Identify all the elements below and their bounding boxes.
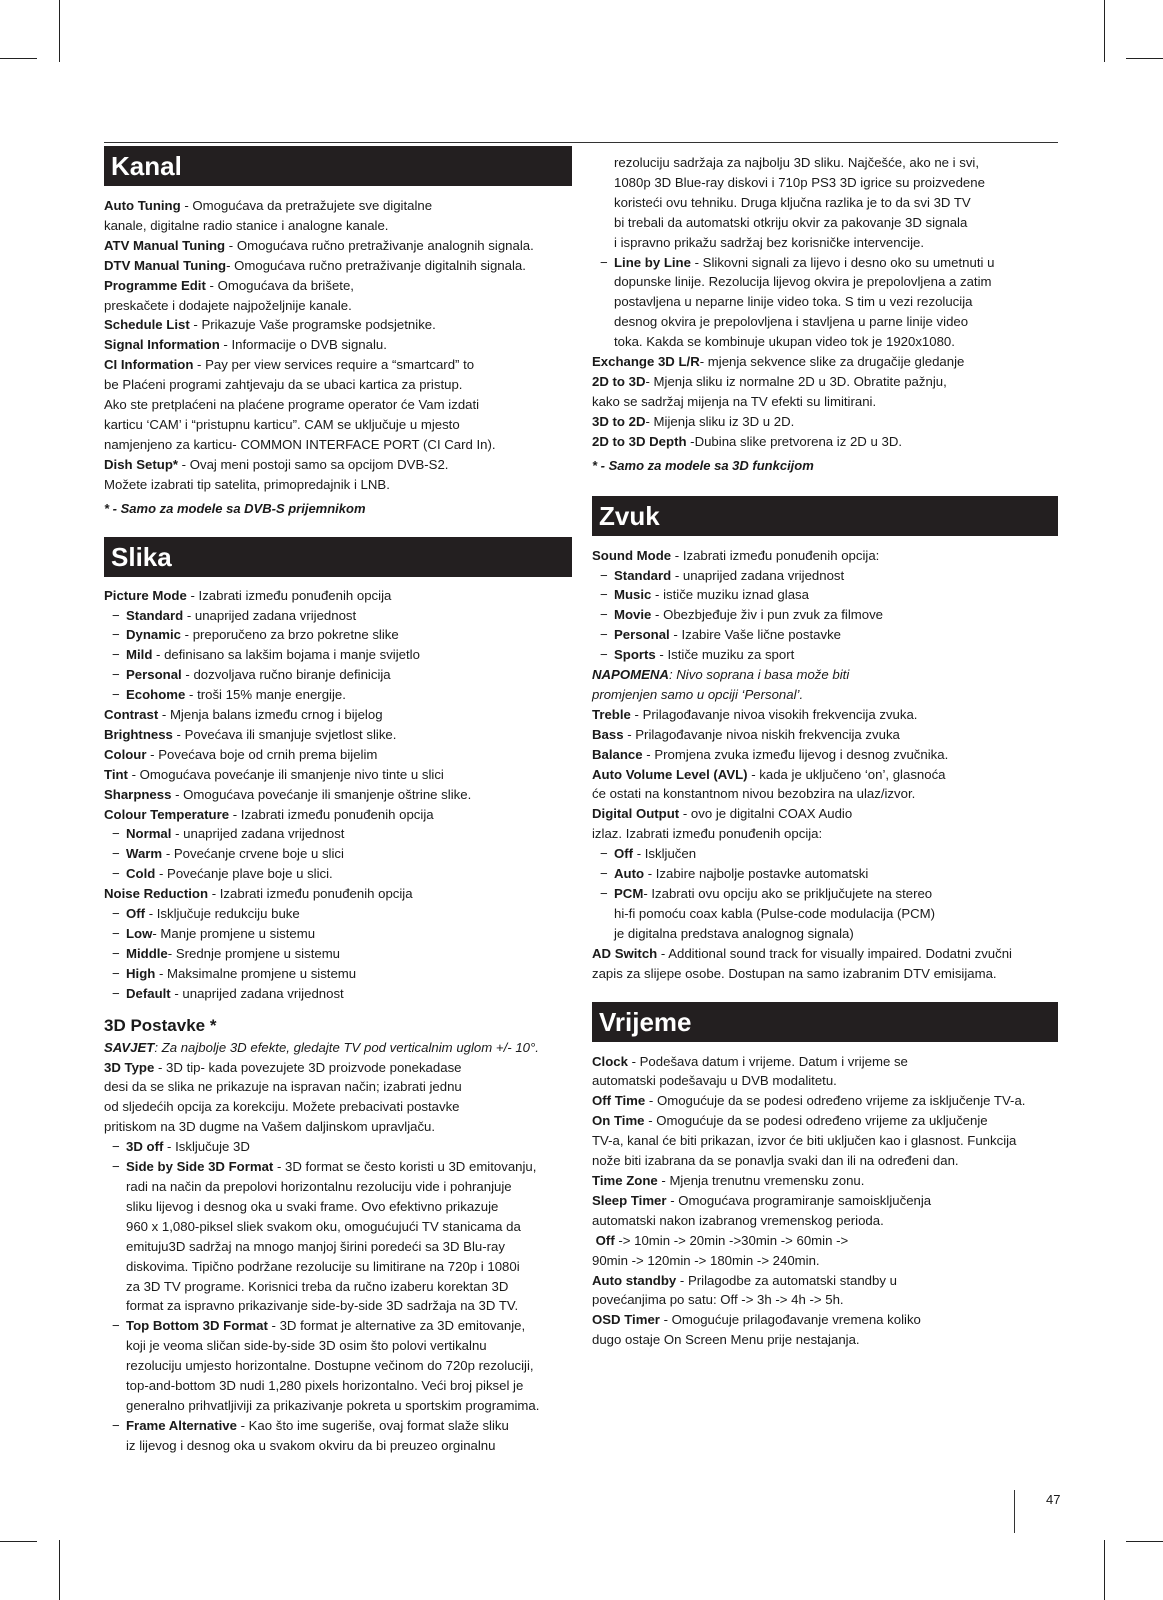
list-item: − Low- Manje promjene u sistemu: [112, 926, 316, 941]
section-heading-vrijeme: Vrijeme: [592, 1002, 1058, 1042]
text-line: Auto Tuning - Omogućava da pretražujete sve digitalne: [104, 198, 433, 213]
note-line: promjenjen samo u opciji ‘Personal’.: [592, 686, 804, 702]
list-item: − Normal - unaprijed zadana vrijednost: [112, 826, 345, 842]
text-line: On Time - Omogućuje da se podesi određeno vrijeme za uključenje: [592, 1113, 988, 1129]
text-line: Tint - Omogućava povećanje ili smanjenje nivo tinte u slici: [104, 766, 444, 782]
crop-mark: [0, 1541, 37, 1542]
text-line: Auto standby - Prilagodbe za automatski standby u: [592, 1272, 897, 1288]
text-line: format za ispravno prikazivanje side-by-side 3D sadržaja na 3D TV.: [126, 1298, 519, 1314]
crop-mark: [1126, 58, 1163, 59]
text-line: AD Switch - Additional sound track for visually impaired. Dodatni zvučni: [592, 945, 1012, 961]
text-line: 1080p 3D Blue-ray diskovi i 710p PS3 3D igrice su proizvedene: [614, 174, 985, 190]
text-line: toka. Kakda se kombinuje ukupan video tok je 1920x1080.: [614, 334, 955, 350]
text-line: 960 x 1,080-piksel sliek svakom oku, omogućujući TV stanicama da: [126, 1218, 521, 1234]
text-line: za 3D TV programe. Korisnici treba da ručno izaberu korektan 3D: [126, 1278, 509, 1294]
text-line: povećanjima po satu: Off -> 3h -> 4h -> 5h.: [592, 1292, 844, 1308]
text-line: 2D to 3D- Mjenja sliku iz normalne 2D u 3D. Obratite pažnju,: [592, 373, 947, 389]
text-line: automatski podešavaju u DVB modalitetu.: [592, 1073, 837, 1089]
list-item: − Top Bottom 3D Format - 3D format je alternative za 3D emitovanje,: [112, 1318, 526, 1334]
text-line: dugo ostaje On Screen Menu prije nestajanja.: [592, 1332, 860, 1348]
text-line: zapis za slijepe osobe. Dostupan na samo izabranim DTV emisijama.: [592, 965, 997, 981]
text-line: generalno prihvatljiviji za prikazivanje pokreta u sportskim programima.: [126, 1397, 540, 1413]
text-line: ATV Manual Tuning - Omogućava ručno pretraživanje analognih signala.: [104, 237, 534, 253]
section-heading-zvuk: Zvuk: [592, 496, 1058, 536]
text-line: Clock - Podešava datum i vrijeme. Datum i vrijeme se: [592, 1053, 908, 1069]
list-item: − Line by Line - Slikovni signali za lijevo i desno oko su umetnuti u: [600, 254, 995, 270]
list-item: − 3D off - Isključuje 3D: [112, 1139, 250, 1155]
list-item: − Side by Side 3D Format - 3D format se često koristi u 3D emitovanju,: [112, 1159, 537, 1175]
text-line: nože biti izabrana da se ponavlja svaki dan ili na određeni dan.: [592, 1153, 959, 1169]
text-line: izlaz. Izabrati između ponuđenih opcija:: [592, 826, 823, 842]
text-line: koristeći ovu tehniku. Druga ključna razlika je to da svi 3D TV: [614, 194, 971, 210]
section-heading-kanal: Kanal: [104, 146, 572, 186]
footnote: * - Samo za modele sa 3D funkcijom: [592, 457, 814, 473]
section-heading-slika: Slika: [104, 537, 572, 577]
crop-mark: [0, 58, 37, 59]
text-line: iz lijevog i desnog oka u svakom okviru da bi preuzeo orginalnu: [126, 1437, 496, 1453]
tip-line: SAVJET: Za najbolje 3D efekte, gledajte TV pod verticalnim uglom +/- 10°.: [104, 1039, 539, 1055]
text-line: DTV Manual Tuning- Omogućava ručno pretraživanje digitalnih signala.: [104, 257, 526, 273]
top-rule: [104, 142, 1058, 143]
text-line: Sleep Timer - Omogućava programiranje samoisključenja: [592, 1192, 932, 1208]
crop-mark: [1126, 1541, 1163, 1542]
note-line: NAPOMENA: Nivo soprana i basa može biti: [592, 667, 850, 683]
text-line: Sharpness - Omogućava povećanje ili smanjenje oštrine slike.: [104, 786, 472, 802]
text-line: desnog okvira je prepolovljena i stavljena u parne linije video: [614, 314, 969, 330]
text-line: postavljena u neparne linije video toka. S tim u vezi rezolucija: [614, 294, 973, 310]
text-line: hi-fi pomoću coax kabla (Pulse-code modulacija (PCM): [614, 905, 936, 921]
slika-body: [104, 586, 572, 1004]
text-line: dopunske linije. Rezolucija lijevog okvira je prepolovljena a zatim: [614, 274, 992, 290]
list-item: − Sports - Ističe muziku za sport: [600, 647, 795, 663]
list-item: − Off - Isključuje redukciju buke: [112, 906, 300, 922]
crop-mark: [1104, 0, 1105, 62]
footnote: * - Samo za modele sa DVB-S prijemnikom: [104, 500, 366, 516]
text-line: 90min -> 120min -> 180min -> 240min.: [592, 1252, 820, 1268]
crop-mark: [59, 0, 60, 62]
text-line: top-and-bottom 3D nudi 1,280 pixels horizontalno. Veći broj piksel je: [126, 1378, 524, 1394]
text-line: 3D Type - 3D tip- kada povezujete 3D proizvode ponekadase: [104, 1059, 462, 1075]
crop-mark: [59, 1540, 60, 1600]
text-line: TV-a, kanal će biti prikazan, izvor će biti uključen kao i glasnost. Funkcija: [592, 1133, 1017, 1149]
text-line: sliku lijevog i desnog oka u svaki frame. Ovo efektivno prikazuje: [126, 1198, 499, 1214]
text-line: rezoluciju sadržaja za najbolju 3D sliku. Najčešće, ako ne i svi,: [614, 155, 980, 170]
text-line: od sljedećih opcija za korekciju. Možete prebacivati postavke: [104, 1099, 460, 1115]
list-item: − Music - ističe muziku iznad glasa: [600, 587, 809, 603]
right-column: [592, 146, 1058, 1350]
list-item: − High - Maksimalne promjene u sistemu: [112, 965, 357, 981]
text-line: Picture Mode - Izabrati između ponuđenih opcija: [104, 587, 392, 603]
text-line: CI Information - Pay per view services require a “smartcard” to: [104, 357, 475, 373]
text-line: karticu ‘CAM’ i “pristupnu karticu”. CAM se uključuje u mjesto: [104, 416, 460, 432]
list-item: − Ecohome - troši 15% manje energije.: [112, 687, 346, 703]
text-line: Schedule List - Prikazuje Vaše programske podsjetnike.: [104, 317, 436, 333]
text-line: Balance - Promjena zvuka između lijevog i desnog zvučnika.: [592, 746, 949, 762]
text-line: Colour Temperature - Izabrati između ponuđenih opcija: [104, 806, 434, 822]
text-line: Bass - Prilagođavanje nivoa niskih frekvencija zvuka: [592, 726, 900, 742]
left-column: [104, 146, 572, 1456]
text-line: će ostati na konstantnom nivou bezobzira na ulaz/izvor.: [592, 786, 916, 802]
text-line: radi na način da prepolovi horizontalnu rezoluciju vide i pohranjuje: [126, 1178, 512, 1194]
list-item: − Standard - unaprijed zadana vrijednost: [600, 567, 845, 583]
text-line: Ako ste pretplaćeni na plaćene programe operator će Vam izdati: [104, 397, 480, 413]
3d-continued-body: [592, 153, 1058, 476]
list-item: − Movie - Obezbjeđuje živ i pun zvuk za filmove: [600, 607, 883, 623]
list-item: − Default - unaprijed zadana vrijednost: [112, 985, 344, 1001]
text-line: desi da se slika ne prikazuje na ispravan način; izabrati jednu: [104, 1079, 462, 1095]
text-line: Off Time - Omogućuje da se podesi određeno vrijeme za isključenje TV-a.: [592, 1093, 1026, 1109]
text-line: pritiskom na 3D dugme na Vašem daljinskom upravljaču.: [104, 1119, 436, 1135]
text-line: Dish Setup* - Ovaj meni postoji samo sa opcijom DVB-S2.: [104, 456, 449, 472]
text-line: Noise Reduction - Izabrati između ponuđenih opcija: [104, 886, 413, 902]
text-line: Contrast - Mjenja balans između crnog i bijelog: [104, 707, 383, 723]
text-line: namjenjeno za karticu- COMMON INTERFACE PORT (CI Card In).: [104, 436, 496, 452]
page-number: 47: [1046, 1492, 1061, 1507]
text-line: preskačete i dodajete najpoželjnije kanale.: [104, 297, 352, 313]
kanal-body: [104, 196, 572, 519]
text-line: Digital Output - ovo je digitalni COAX Audio: [592, 806, 853, 822]
list-item: − Frame Alternative - Kao što ime sugeriše, ovaj format slaže sliku: [112, 1417, 509, 1433]
text-line: Time Zone - Mjenja trenutnu vremensku zonu.: [592, 1172, 865, 1188]
page-number-rule: [1014, 1490, 1015, 1533]
list-item: − Warm - Povećanje crvene boje u slici: [112, 846, 344, 862]
list-item: − Dynamic - preporučeno za brzo pokretne slike: [112, 627, 399, 643]
text-line: je digitalna predstava analognog signala): [614, 925, 854, 941]
text-line: OSD Timer - Omogućuje prilagođavanje vremena koliko: [592, 1312, 921, 1328]
list-item: − Middle- Srednje promjene u sistemu: [112, 945, 341, 961]
text-line: bi trebali da automatski otkriju okvir za pakovanje 3D signala: [614, 214, 968, 230]
text-line: kako se sadržaj mijenja na TV efekti su limitirani.: [592, 393, 877, 409]
text-line: kanale, digitalne radio stanice i analogne kanale.: [104, 217, 389, 233]
text-line: Možete izabrati tip satelita, primopredajnik i LNB.: [104, 476, 390, 492]
text-line: Programme Edit - Omogućava da brišete,: [104, 277, 354, 293]
text-line: emituju3D sadržaj na mnogo manjoj širini poredeći sa 3D Blu-ray: [126, 1238, 505, 1254]
text-line: koji je veoma sličan side-by-side 3D osim što polovi vertikalnu: [126, 1338, 487, 1354]
list-item: − Personal - Izabire Vaše lične postavke: [600, 627, 841, 643]
text-line: Colour - Povećava boje od crnih prema bijelim: [104, 746, 378, 762]
text-line: Auto Volume Level (AVL) - kada je uključeno ‘on’, glasnoća: [592, 766, 946, 782]
text-line: Brightness - Povećava ili smanjuje svjetlost slike.: [104, 726, 397, 742]
list-item: − Personal - dozvoljava ručno biranje definicija: [112, 667, 391, 683]
list-item: − Off - Isključen: [600, 846, 697, 862]
text-line: 2D to 3D Depth -Dubina slike pretvorena iz 2D u 3D.: [592, 433, 903, 449]
text-line: rezoluciju umjesto horizontalne. Dostupne večinom do 720p rezoluciji,: [126, 1358, 534, 1374]
text-line: 3D to 2D- Mijenja sliku iz 3D u 2D.: [592, 413, 795, 429]
subsection-heading-3d: 3D Postavke *: [104, 1015, 217, 1035]
text-line: be Plaćeni programi zahtjevaju da se ubaci kartica za pristup.: [104, 377, 463, 393]
text-line: Signal Information - Informacije o DVB signalu.: [104, 337, 387, 353]
text-line: Off -> 10min -> 20min ->30min -> 60min ->: [595, 1232, 849, 1248]
text-line: Exchange 3D L/R- mjenja sekvence slike za drugačije gledanje: [592, 354, 965, 370]
text-line: Treble - Prilagođavanje nivoa visokih frekvencija zvuka.: [592, 706, 918, 722]
text-line: diskovima. Tipično podržane rezolucije su limitirane na 720p i 1080i: [126, 1258, 520, 1274]
list-item: − Standard - unaprijed zadana vrijednost: [112, 607, 357, 623]
list-item: − Cold - Povećanje plave boje u slici.: [112, 866, 333, 882]
postavke-body: [104, 1038, 572, 1456]
list-item: − Auto - Izabire najbolje postavke automatski: [600, 866, 869, 882]
text-line: automatski nakon izabranog vremenskog perioda.: [592, 1212, 884, 1228]
text-line: i ispravno prikažu sadržaj bez korisničke intervencije.: [614, 234, 925, 250]
zvuk-body: [592, 546, 1058, 984]
list-item: − PCM- Izabrati ovu opciju ako se priključujete na stereo: [600, 886, 933, 901]
list-item: − Mild - definisano sa lakšim bojama i manje svijetlo: [112, 647, 420, 663]
text-line: Sound Mode - Izabrati između ponuđenih opcija:: [592, 547, 880, 563]
crop-mark: [1104, 1540, 1105, 1600]
vrijeme-body: [592, 1052, 1058, 1351]
